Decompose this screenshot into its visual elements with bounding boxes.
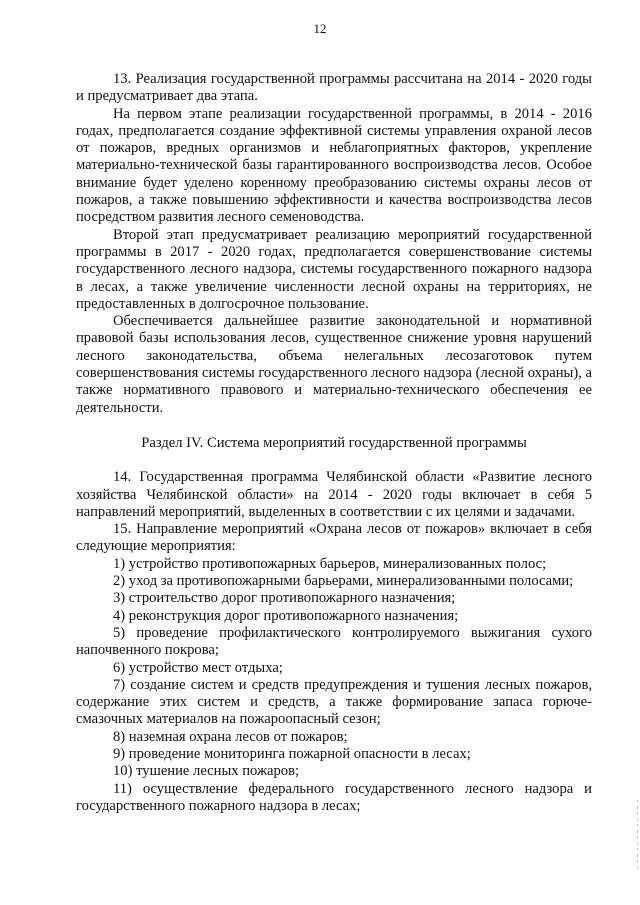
list-item: 10) тушение лесных пожаров; [113,763,300,780]
scan-edge-artifact [637,800,638,870]
paragraph-15: 15. Направление мероприятий «Охрана лесов от пожаров» включает в себя следующие мероприятия: [76,521,592,555]
paragraph-13: 13. Реализация государственной программы рассчитана на 2014 - 2020 годы и предусматривает два этапа. [76,71,592,105]
list-item: 11) осуществление федерального государственного лесного надзора и государственного пожарного надзора в лесах; [76,780,592,814]
paragraph-14: 14. Государственная программа Челябинской области «Развитие лесного хозяйства Челябинской области» на 2014 - 2020 годы включает в себя 5 направлений мероприятий, выделенных в соответствии с их целями и задачами. [76,469,592,520]
list-item: 7) создание систем и средств предупреждения и тушения лесных пожаров, содержание этих систем и средств, а также формирование запаса горюче-смазочных материалов на пожароопасный сезон; [76,676,592,728]
paragraph-legal-base: Обеспечивается дальнейшее развитие законодательной и нормативной правовой базы использования лесов, существенное снижение уровня нарушений лесного законодательства, объема нелегальных лесозаготовок путем совершенствования системы государственного лесного надзора (лесной охраны), а также нормативного правового и материально-технического обеспечения ее деятельности. [76,313,592,416]
list-item: 3) строительство дорог противопожарного назначения; [113,590,456,607]
paragraph-second-stage: Второй этап предусматривает реализацию мероприятий государственной программы в 2017 - 2020 годах, предполагается совершенствование системы государственного лесного надзора, системы государственного пожарного надзора в лесах, а также увеличение численности лесной охраны на территориях, не предоставленных в долгосрочное пользование. [76,226,592,312]
page-number: 12 [313,21,327,36]
list-item: 8) наземная охрана лесов от пожаров; [113,728,348,745]
list-item: 2) уход за противопожарными барьерами, минерализованными полосами; [113,573,574,590]
list-item: 9) проведение мониторинга пожарной опасности в лесах; [113,745,471,762]
section-heading: Раздел IV. Система мероприятий государственной программы [141,434,527,451]
list-item: 5) проведение профилактического контролируемого выжигания сухого напочвенного покрова; [76,624,592,659]
document-body [76,71,592,815]
list-item: 1) устройство противопожарных барьеров, минерализованных полос; [113,555,547,572]
list-item: 4) реконструкция дорог противопожарного назначения; [113,607,459,624]
list-item: 6) устройство мест отдыха; [113,659,283,676]
paragraph-first-stage: На первом этапе реализации государственной программы, в 2014 - 2016 годах, предполагается создание эффективной системы управления охраной лесов от пожаров, вредных организмов и неблагоприятных факторов, укрепление материально-технической базы гарантированного воспроизводства лесов. Особое внимание будет уделено коренному преобразованию системы охраны лесов от пожаров, а также повышению эффективности и качества воспроизводства лесов посредством развития лесного семеноводства. [76,105,592,226]
